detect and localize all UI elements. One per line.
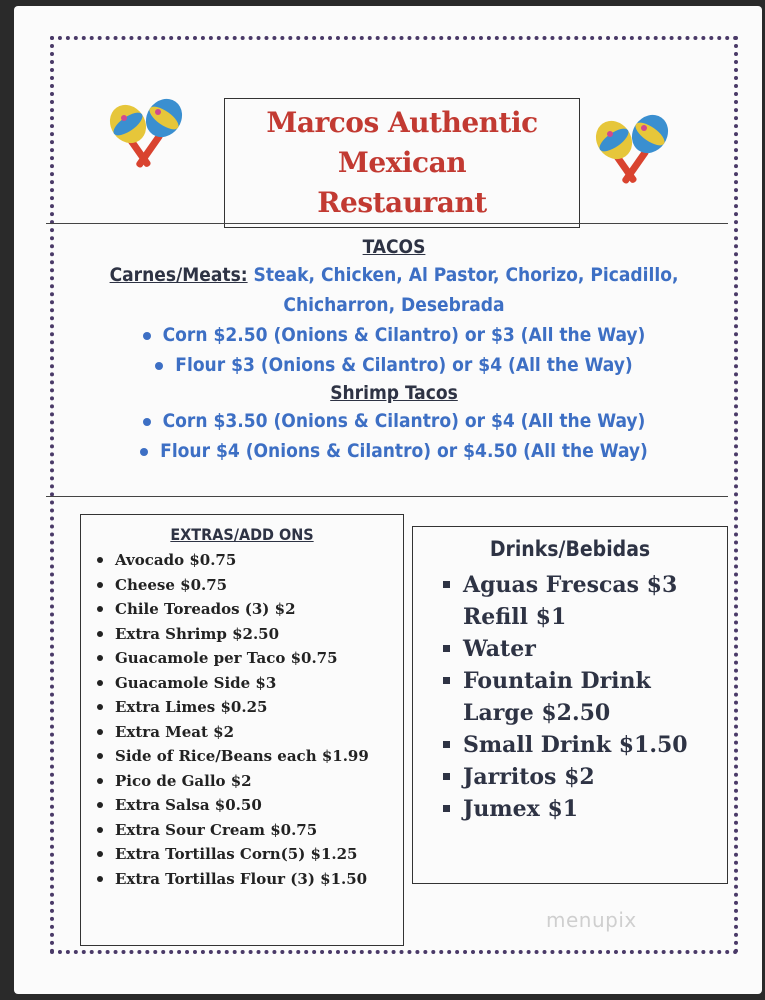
watermark: menupix (546, 908, 637, 932)
shrimp-price-text: Corn $3.50 (Onions & Cilantro) or $4 (All the Way) (162, 410, 646, 432)
list-item: Extra Tortillas Flour (3) $1.50 (115, 867, 403, 892)
shrimp-price-text: Flour $4 (Onions & Cilantro) or $4.50 (All the Way) (160, 440, 648, 462)
list-item: Guacamole Side $3 (115, 671, 403, 696)
divider (46, 223, 728, 224)
list-item: Avocado $0.75 (115, 548, 403, 573)
title-line-2: Restaurant (317, 186, 487, 219)
bullet-icon (155, 362, 163, 370)
drinks-heading: Drinks/Bebidas (489, 537, 651, 561)
list-item: Small Drink $1.50 (463, 729, 727, 761)
menu-sheet (14, 6, 762, 994)
taco-price-text: Corn $2.50 (Onions & Cilantro) or $3 (All the Way) (162, 324, 646, 346)
list-item: Jarritos $2 (463, 761, 727, 793)
tacos-heading: TACOS (362, 236, 426, 258)
list-item: Cheese $0.75 (115, 573, 403, 598)
extras-heading: EXTRAS/ADD ONS (170, 525, 314, 544)
bullet-icon (143, 332, 151, 340)
extras-list (81, 548, 403, 891)
shrimp-tacos-heading: Shrimp Tacos (330, 382, 458, 404)
tacos-section (59, 234, 729, 466)
restaurant-title (224, 98, 580, 228)
meats-label: Carnes/Meats: (109, 264, 248, 286)
list-item: Pico de Gallo $2 (115, 769, 403, 794)
shrimp-taco-price (59, 436, 729, 466)
taco-price (59, 350, 729, 380)
meats-list-1: Steak, Chicken, Al Pastor, Chorizo, Picadillo, (247, 264, 679, 286)
meats-line-2: Chicharron, Desebrada (283, 294, 505, 316)
list-item: Extra Meat $2 (115, 720, 403, 745)
meats-line-1 (59, 260, 729, 290)
list-item: Aguas Frescas $3 Refill $1 (463, 569, 727, 633)
list-item: Side of Rice/Beans each $1.99 (115, 744, 403, 769)
list-item: Extra Sour Cream $0.75 (115, 818, 403, 843)
list-item: Jumex $1 (463, 793, 727, 825)
list-item: Chile Toreados (3) $2 (115, 597, 403, 622)
list-item: Extra Shrimp $2.50 (115, 622, 403, 647)
drinks-section (412, 526, 728, 884)
title-line-1: Marcos Authentic Mexican (266, 106, 538, 179)
drinks-list (413, 569, 727, 825)
bullet-icon (143, 418, 151, 426)
taco-price-text: Flour $3 (Onions & Cilantro) or $4 (All the Way) (175, 354, 633, 376)
list-item: Guacamole per Taco $0.75 (115, 646, 403, 671)
list-item: Extra Salsa $0.50 (115, 793, 403, 818)
list-item: Water (463, 633, 727, 665)
divider (46, 496, 728, 497)
bullet-icon (140, 448, 148, 456)
maraca-pair-icon (106, 94, 186, 174)
taco-price (59, 320, 729, 350)
maraca-pair-icon (592, 110, 672, 190)
list-item: Extra Limes $0.25 (115, 695, 403, 720)
list-item: Extra Tortillas Corn(5) $1.25 (115, 842, 403, 867)
shrimp-taco-price (59, 406, 729, 436)
list-item: Fountain Drink Large $2.50 (463, 665, 727, 729)
extras-section (80, 514, 404, 946)
